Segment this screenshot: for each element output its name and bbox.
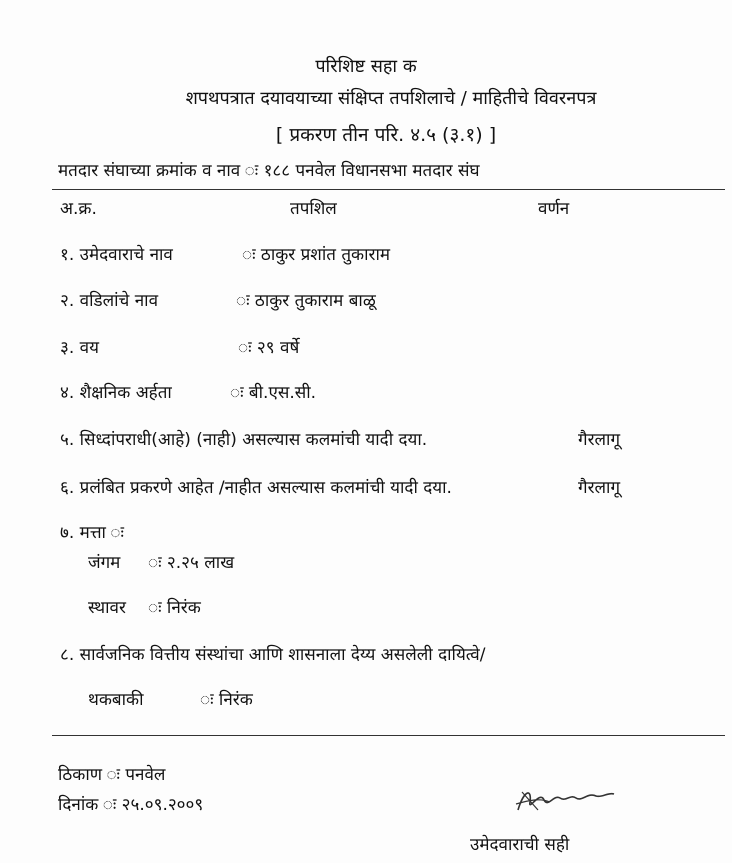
doc-subtitle: शपथपत्रात दयावयाच्या संक्षिप्त तपशिलाचे / माहितीचे विवरनपत्र (185, 88, 597, 109)
column-header-details: तपशिल (290, 199, 337, 219)
item-label: ७. मत्ता ः (60, 523, 124, 543)
item-value: ः ठाकुर प्रशांत तुकाराम (242, 245, 391, 265)
date: दिनांक ः २५.०९.२००९ (58, 795, 204, 815)
doc-title: परिशिष्ट सहा क (315, 56, 417, 77)
item-label: स्थावर (88, 598, 126, 618)
item-label: जंगम (88, 553, 121, 573)
item-label: २. वडिलांचे नाव (60, 291, 159, 311)
item-value: ः बी.एस.सी. (230, 383, 317, 403)
item-label: १. उमेदवाराचे नाव (60, 245, 173, 265)
constituency-line: मतदार संघाच्या क्रमांक व नाव ः १८८ पनवेल विधानसभा मतदार संघ (58, 161, 480, 181)
item-label: ४. शैक्षनिक अर्हता (60, 383, 172, 403)
item-value: ः २९ वर्षे (238, 338, 300, 358)
item-label: ५. सिध्दांपराधी(आहे) (नाही) असल्यास कलमांची यादी दया. (60, 430, 428, 450)
item-label: ८. सार्वजनिक वित्तीय संस्थांचा आणि शासनाला देय्य असलेली दायित्वे/ (60, 645, 486, 665)
item-value: ः ठाकुर तुकाराम बाळू (236, 291, 376, 311)
item-label: थकबाकी (88, 690, 144, 710)
column-header-description: वर्णन (538, 199, 570, 219)
item-value: गैरलागू (578, 478, 621, 498)
place: ठिकाण ः पनवेल (58, 765, 166, 785)
divider (52, 189, 725, 190)
item-value: ः निरंक (148, 598, 201, 618)
item-label: ३. वय (60, 338, 99, 358)
doc-reference: [ प्रकरण तीन परि. ४.५ (३.१) ] (275, 124, 497, 146)
signature-label: उमेदवाराची सही (470, 835, 570, 855)
item-value: ः निरंक (200, 690, 253, 710)
divider (52, 735, 725, 736)
item-value: गैरलागू (578, 430, 621, 450)
signature-image (510, 780, 620, 820)
column-header-serial: अ.क्र. (60, 199, 97, 219)
item-value: ः २.२५ लाख (148, 553, 235, 573)
item-label: ६. प्रलंबित प्रकरणे आहेत /नाहीत असल्यास कलमांची यादी दया. (60, 478, 452, 498)
